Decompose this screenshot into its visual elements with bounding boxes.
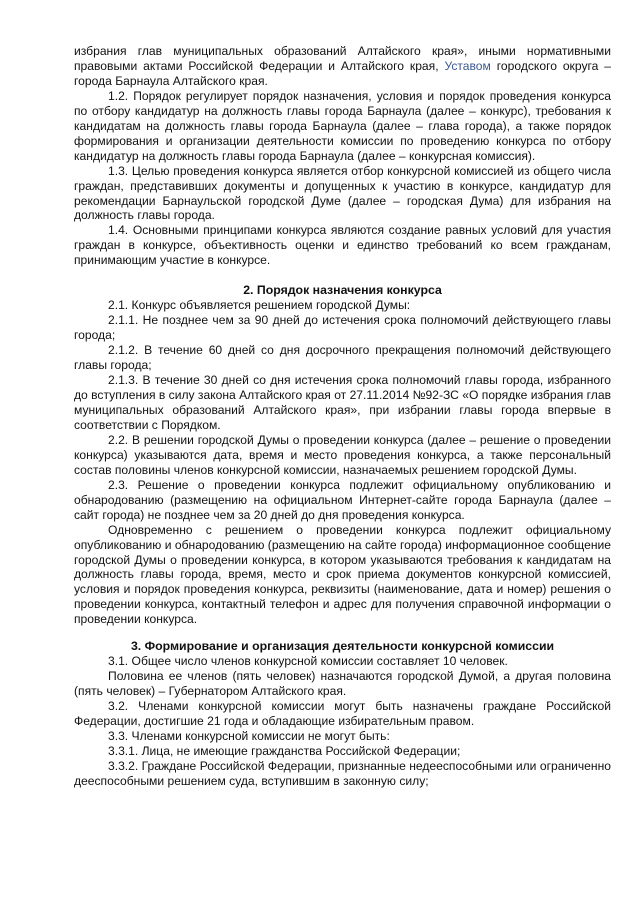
paragraph-3-1-continued: Половина ее членов (пять человек) назначаются городской Думой, а другая половина (пять человек) – Губернатором Алтайского края. bbox=[74, 669, 611, 699]
paragraph-1-3: 1.3. Целью проведения конкурса является отбор конкурсной комиссией из общего числа граждан, представивших документы и допущенных к участию в конкурсе, кандидатур для рекомендации Барнаульской городской Думе (далее – городская Дума) для избрания на должность главы города. bbox=[74, 163, 611, 223]
paragraph-2-3-continued: Одновременно с решением о проведении конкурса подлежит официальному опубликованию и обнародованию (размещению на сайте города) информационное сообщение городской Думы о проведении конкурса, в котором указываются требования к кандидатам на должность главы города, время, место и срок приема документов конкурсной комиссией, условия и порядок проведения конкурса, реквизиты (наименование, дата и номер) решения о проведении конкурса, контактный телефон и адрес для получения справочной информации о проведении конкурса. bbox=[74, 522, 611, 627]
intro-text-b: городского округа – города Барнаула Алтайского края. bbox=[74, 58, 611, 88]
paragraph-3-2: 3.2. Членами конкурсной комиссии могут быть назначены граждане Российской Федерации, достигшие 21 года и обладающие избирательным правом. bbox=[74, 699, 611, 729]
paragraph-3-1: 3.1. Общее число членов конкурсной комиссии составляет 10 человек. bbox=[108, 654, 508, 669]
paragraph-3-3-1: 3.3.1. Лица, не имеющие гражданства Российской Федерации; bbox=[108, 743, 461, 758]
intro-paragraph bbox=[74, 44, 611, 89]
document-page bbox=[74, 44, 611, 789]
charter-link[interactable]: Уставом bbox=[444, 58, 491, 73]
section-3-heading: 3. Формирование и организация деятельности конкурсной комиссии bbox=[130, 639, 555, 654]
paragraph-2-2: 2.2. В решении городской Думы о проведении конкурса (далее – решение о проведении конкурса) указываются дата, время и место проведения конкурса, а также персональный состав половины членов конкурсной комиссии, назначаемых решением городской Думы. bbox=[74, 432, 611, 477]
intro-text-a: избрания глав муниципальных образований Алтайского края», иными нормативными правовыми актами Российской Федерации и Алтайского края, bbox=[74, 44, 611, 73]
paragraph-2-1: 2.1. Конкурс объявляется решением городской Думы: bbox=[108, 298, 411, 313]
paragraph-3-3: 3.3. Членами конкурсной комиссии не могут быть: bbox=[108, 729, 390, 744]
paragraph-2-1-1: 2.1.1. Не позднее чем за 90 дней до истечения срока полномочий действующего главы города; bbox=[74, 313, 611, 343]
paragraph-1-4: 1.4. Основными принципами конкурса являются создание равных условий для участия граждан в конкурсе, объективность оценки и единство требований ко всем гражданам, принимающим участие в конкурсе. bbox=[74, 223, 611, 268]
paragraph-2-1-3: 2.1.3. В течение 30 дней со дня истечения срока полномочий главы города, избранного до вступления в силу закона Алтайского края от 27.11.2014 №92-ЗС «О порядке избрания глав муниципальных образований Алтайского края», при избрании главы города впервые в соответствии с Порядком. bbox=[74, 373, 611, 432]
paragraph-1-2: 1.2. Порядок регулирует порядок назначения, условия и порядок проведения конкурса по отбору кандидатур на должность главы города Барнаула (далее – конкурс), требования к кандидатам на должность главы города Барнаула (далее – глава города), а также порядок формирования и организации деятельности комиссии по проведению конкурса по отбору кандидатур на должность главы города Барнаула (далее – конкурсная комиссия). bbox=[74, 88, 611, 163]
section-2-heading: 2. Порядок назначения конкурса bbox=[243, 283, 442, 298]
paragraph-2-1-2: 2.1.2. В течение 60 дней со дня досрочного прекращения полномочий действующего главы города; bbox=[74, 343, 611, 373]
paragraph-2-3: 2.3. Решение о проведении конкурса подлежит официальному опубликованию и обнародованию (размещению на официальном Интернет-сайте города Барнаула (далее – сайт города) не позднее чем за 20 дней до дня проведения конкурса. bbox=[74, 477, 611, 522]
paragraph-3-3-2: 3.3.2. Граждане Российской Федерации, признанные недееспособными или ограниченно дееспособными решением суда, вступившим в законную силу; bbox=[74, 758, 611, 788]
